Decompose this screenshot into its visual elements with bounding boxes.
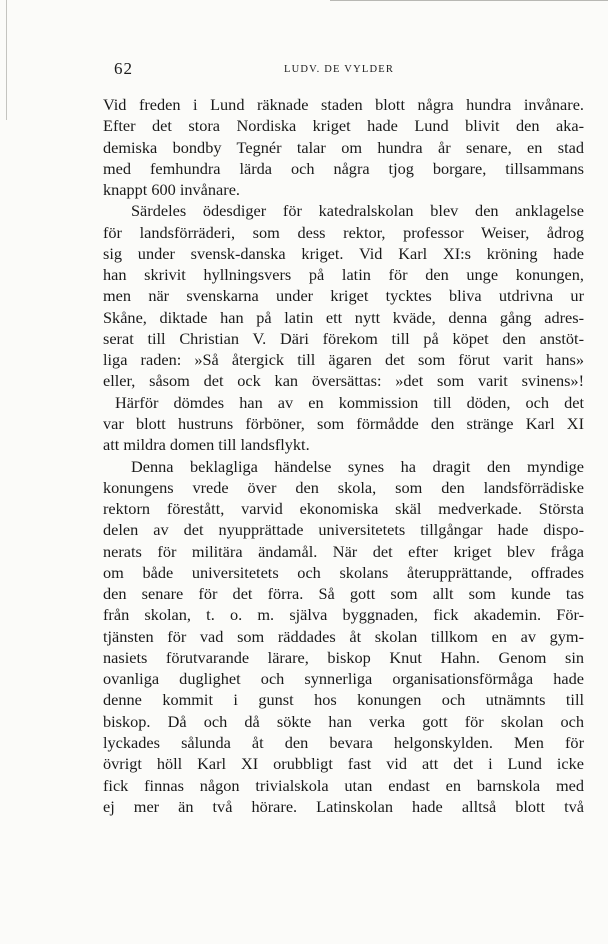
text-line: men när svenskarna under kriget tycktes bliva utdrivna ur — [103, 286, 584, 306]
text-line: han skrivit hyllningsvers på latin för den unge konungen, — [103, 265, 584, 285]
text-line: demiska bondby Tegnér talar om hundra år senare, en stad — [103, 137, 584, 157]
text-line: delen av det nyupprättade universitetets tillgångar hade dispo- — [103, 520, 584, 540]
text-line: nasiets förutvarande lärare, biskop Knut Hahn. Genom sin — [103, 647, 584, 667]
text-line: Vid freden i Lund räknade staden blott några hundra invånare. — [103, 95, 584, 114]
text-line: rektorn förestått, varvid ekonomiska skäl medverkade. Största — [103, 499, 584, 519]
text-line: liga raden: »Så återgick till ägaren det som förut varit hans» — [103, 350, 584, 370]
page-number: 62 — [114, 59, 133, 78]
text-line: serat till Christian V. Däri förekom till på köpet den anstöt- — [103, 328, 584, 348]
text-line: var blott hustruns förböner, som förmådde den stränge Karl XI — [103, 413, 584, 433]
text-line: Särdeles ödesdiger för katedralskolan blev den anklagelse — [131, 201, 584, 221]
text-line: nerats för militära ändamål. När det efter kriget blev fråga — [103, 541, 584, 561]
text-line: knappt 600 invånare. — [103, 180, 240, 200]
text-line: fick finnas någon trivialskola utan endast en barnskola med — [103, 775, 584, 795]
text-line: med femhundra lärda och några tjog borgare, tillsammans — [103, 158, 584, 178]
text-line: Denna beklagliga händelse synes ha dragit den myndige — [131, 456, 584, 476]
text-line: Efter det stora Nordiska kriget hade Lund blivit den aka- — [103, 116, 584, 136]
text-line: för landsförräderi, som dess rektor, professor Weiser, ådrog — [103, 222, 584, 242]
text-line: Skåne, diktade han på latin ett nytt kväde, denna gång adres- — [103, 307, 584, 327]
text-line: ej mer än två hörare. Latinskolan hade alltså blott två — [103, 796, 584, 816]
top-edge-rule — [330, 0, 608, 1]
text-line: sig under svensk-danska kriget. Vid Karl XI:s kröning hade — [103, 243, 584, 263]
left-edge-rule — [6, 0, 7, 120]
text-line: om både universitetets och skolans återupprättande, offrades — [103, 562, 584, 582]
text-line: övrigt höll Karl XI orubbligt fast vid att det i Lund icke — [103, 754, 584, 774]
text-line: lyckades sålunda åt den bevara helgonskylden. Men för — [103, 732, 584, 752]
text-line: Härför dömdes han av en kommission till döden, och det — [115, 392, 584, 412]
text-line: att mildra domen till landsflykt. — [103, 435, 310, 455]
text-line: biskop. Då och då sökte han verka gott för skolan och — [103, 711, 584, 731]
text-line: den senare för det förra. Så gott som allt som kunde tas — [103, 584, 584, 604]
body-text — [103, 94, 584, 817]
running-head: LUDV. DE VYLDER — [284, 64, 395, 75]
text-line: tjänsten för vad som räddades åt skolan tillkom en av gym- — [103, 626, 584, 646]
text-line: ovanliga duglighet och synnerliga organisationsförmåga hade — [103, 669, 584, 689]
text-line: denne kommit i gunst hos konungen och utnämnts till — [103, 690, 584, 710]
text-line: från skolan, t. o. m. själva byggnaden, fick akademin. För- — [103, 605, 584, 625]
text-line: konungens vrede över den skola, som den landsförrädiske — [103, 477, 584, 497]
text-line: eller, såsom det ock kan översättas: »det som varit svinens»! — [103, 371, 584, 391]
